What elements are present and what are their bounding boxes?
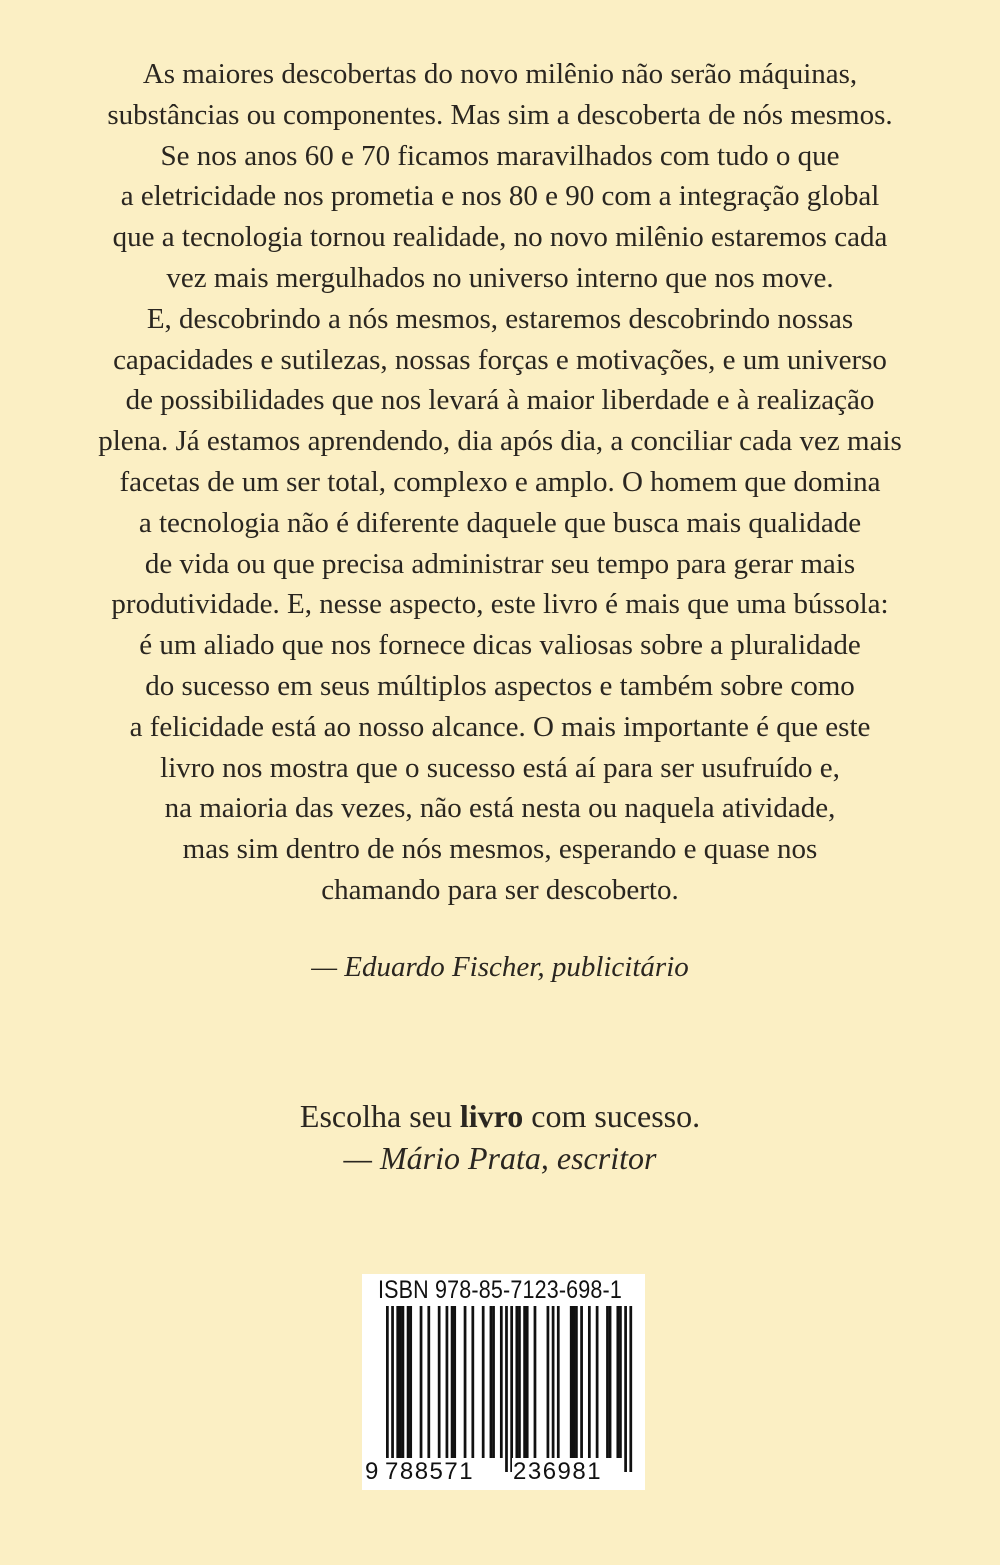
- barcode-guard-bar: [391, 1306, 394, 1472]
- barcode-bar: [453, 1306, 456, 1458]
- barcode-bar: [557, 1306, 560, 1458]
- barcode-bar: [500, 1306, 503, 1458]
- barcode-bar: [580, 1306, 583, 1458]
- blurb-text: [0, 54, 1000, 911]
- blurb-line: é um aliado que nos fornece dicas valiosas sobre a pluralidade: [139, 629, 861, 662]
- barcode-bar: [446, 1306, 449, 1458]
- blurb-line: livro nos mostra que o sucesso está aí para ser usufruído e,: [160, 751, 840, 784]
- blurb-line: Se nos anos 60 e 70 ficamos maravilhados com tudo o que: [160, 139, 840, 172]
- blurb-line: a tecnologia não é diferente daquele que busca mais qualidade: [138, 506, 862, 539]
- barcode-digits-right: 236981: [513, 1458, 603, 1485]
- quote-prefix: Escolha seu: [299, 1098, 460, 1134]
- endorsement-quote: [0, 1095, 1000, 1179]
- barcode-bar: [402, 1306, 405, 1458]
- barcode-bar: [399, 1306, 402, 1458]
- blurb-line: do sucesso em seus múltiplos aspectos e também sobre como: [145, 669, 855, 702]
- quote-author: — Mário Prata, escritor: [343, 1140, 657, 1176]
- blurb-line: a eletricidade nos prometia e nos 80 e 90 com a integração global: [120, 180, 880, 213]
- barcode-bar: [492, 1306, 495, 1458]
- barcode-bar: [616, 1306, 619, 1458]
- barcode-bar: [420, 1306, 423, 1458]
- barcode-guard-bar: [624, 1306, 627, 1472]
- blurb-line: plena. Já estamos aprendendo, dia após dia, a conciliar cada vez mais: [98, 425, 902, 458]
- barcode-bar: [619, 1306, 622, 1458]
- quote-suffix: com sucesso.: [523, 1098, 701, 1134]
- barcode-bar: [464, 1306, 467, 1458]
- barcode-digit-first: 9: [365, 1458, 380, 1485]
- blurb-line: de possibilidades que nos levará à maior liberdade e à realização: [125, 384, 875, 417]
- barcode-bar: [526, 1306, 529, 1458]
- barcode-bar: [588, 1306, 591, 1458]
- blurb-line: capacidades e sutilezas, nossas forças e motivações, e um universo: [113, 343, 887, 376]
- barcode-bar: [552, 1306, 555, 1458]
- blurb-line: substâncias ou componentes. Mas sim a descoberta de nós mesmos.: [107, 98, 893, 131]
- quote-text: [300, 1098, 700, 1134]
- barcode-bars: [372, 1306, 634, 1474]
- barcode-bar: [534, 1306, 537, 1458]
- barcode-bar: [547, 1306, 550, 1458]
- blurb-attribution: — Eduardo Fischer, publicitário: [311, 951, 689, 983]
- blurb-line: produtividade. E, nesse aspecto, este livro é mais que uma bússola:: [111, 588, 889, 621]
- barcode-guard-bar: [386, 1306, 389, 1472]
- barcode-bar: [606, 1306, 609, 1458]
- barcode-guard-bar: [629, 1306, 632, 1472]
- barcode-bar: [596, 1306, 599, 1458]
- blurb-line: mas sim dentro de nós mesmos, esperando e quase nos: [182, 833, 818, 866]
- barcode-bar: [570, 1306, 573, 1458]
- barcode-bar: [482, 1306, 485, 1458]
- barcode-digits-left: 788571: [385, 1458, 475, 1485]
- barcode-digits: [362, 1458, 645, 1488]
- barcode-bar: [409, 1306, 412, 1458]
- barcode-bar: [407, 1306, 410, 1458]
- barcode-bar: [523, 1306, 526, 1458]
- barcode-bar: [438, 1306, 441, 1458]
- barcode-bar: [518, 1306, 521, 1458]
- barcode-bar: [451, 1306, 454, 1458]
- barcode-guard-bar: [505, 1306, 508, 1472]
- blurb-line: que a tecnologia tornou realidade, no novo milênio estaremos cada: [112, 221, 888, 254]
- blurb-line: facetas de um ser total, complexo e amplo. O homem que domina: [119, 465, 881, 498]
- barcode-bar: [515, 1306, 518, 1458]
- barcode-guard-bar: [510, 1306, 513, 1472]
- barcode-bar: [609, 1306, 612, 1458]
- barcode-bar: [572, 1306, 575, 1458]
- barcode-bar: [396, 1306, 399, 1458]
- barcode-bar: [575, 1306, 578, 1458]
- blurb-line: na maioria das vezes, não está nesta ou naquela atividade,: [164, 792, 836, 825]
- blurb-line: de vida ou que precisa administrar seu tempo para gerar mais: [144, 547, 856, 580]
- isbn-barcode: [362, 1274, 645, 1490]
- blurb-line: chamando para ser descoberto.: [321, 873, 679, 906]
- quote-bold-word: livro: [459, 1098, 524, 1134]
- blurb-line: vez mais mergulhados no universo interno que nos move.: [166, 261, 834, 294]
- blurb-line: a felicidade está ao nosso alcance. O mais importante é que este: [129, 710, 871, 743]
- blurb-line: As maiores descobertas do novo milênio não serão máquinas,: [142, 58, 858, 90]
- isbn-label: ISBN 978-85-7123-698-1: [378, 1276, 623, 1304]
- barcode-bar: [490, 1306, 493, 1458]
- blurb-line: E, descobrindo a nós mesmos, estaremos descobrindo nossas: [146, 302, 854, 335]
- barcode-bar: [471, 1306, 474, 1458]
- barcode-bar: [427, 1306, 430, 1458]
